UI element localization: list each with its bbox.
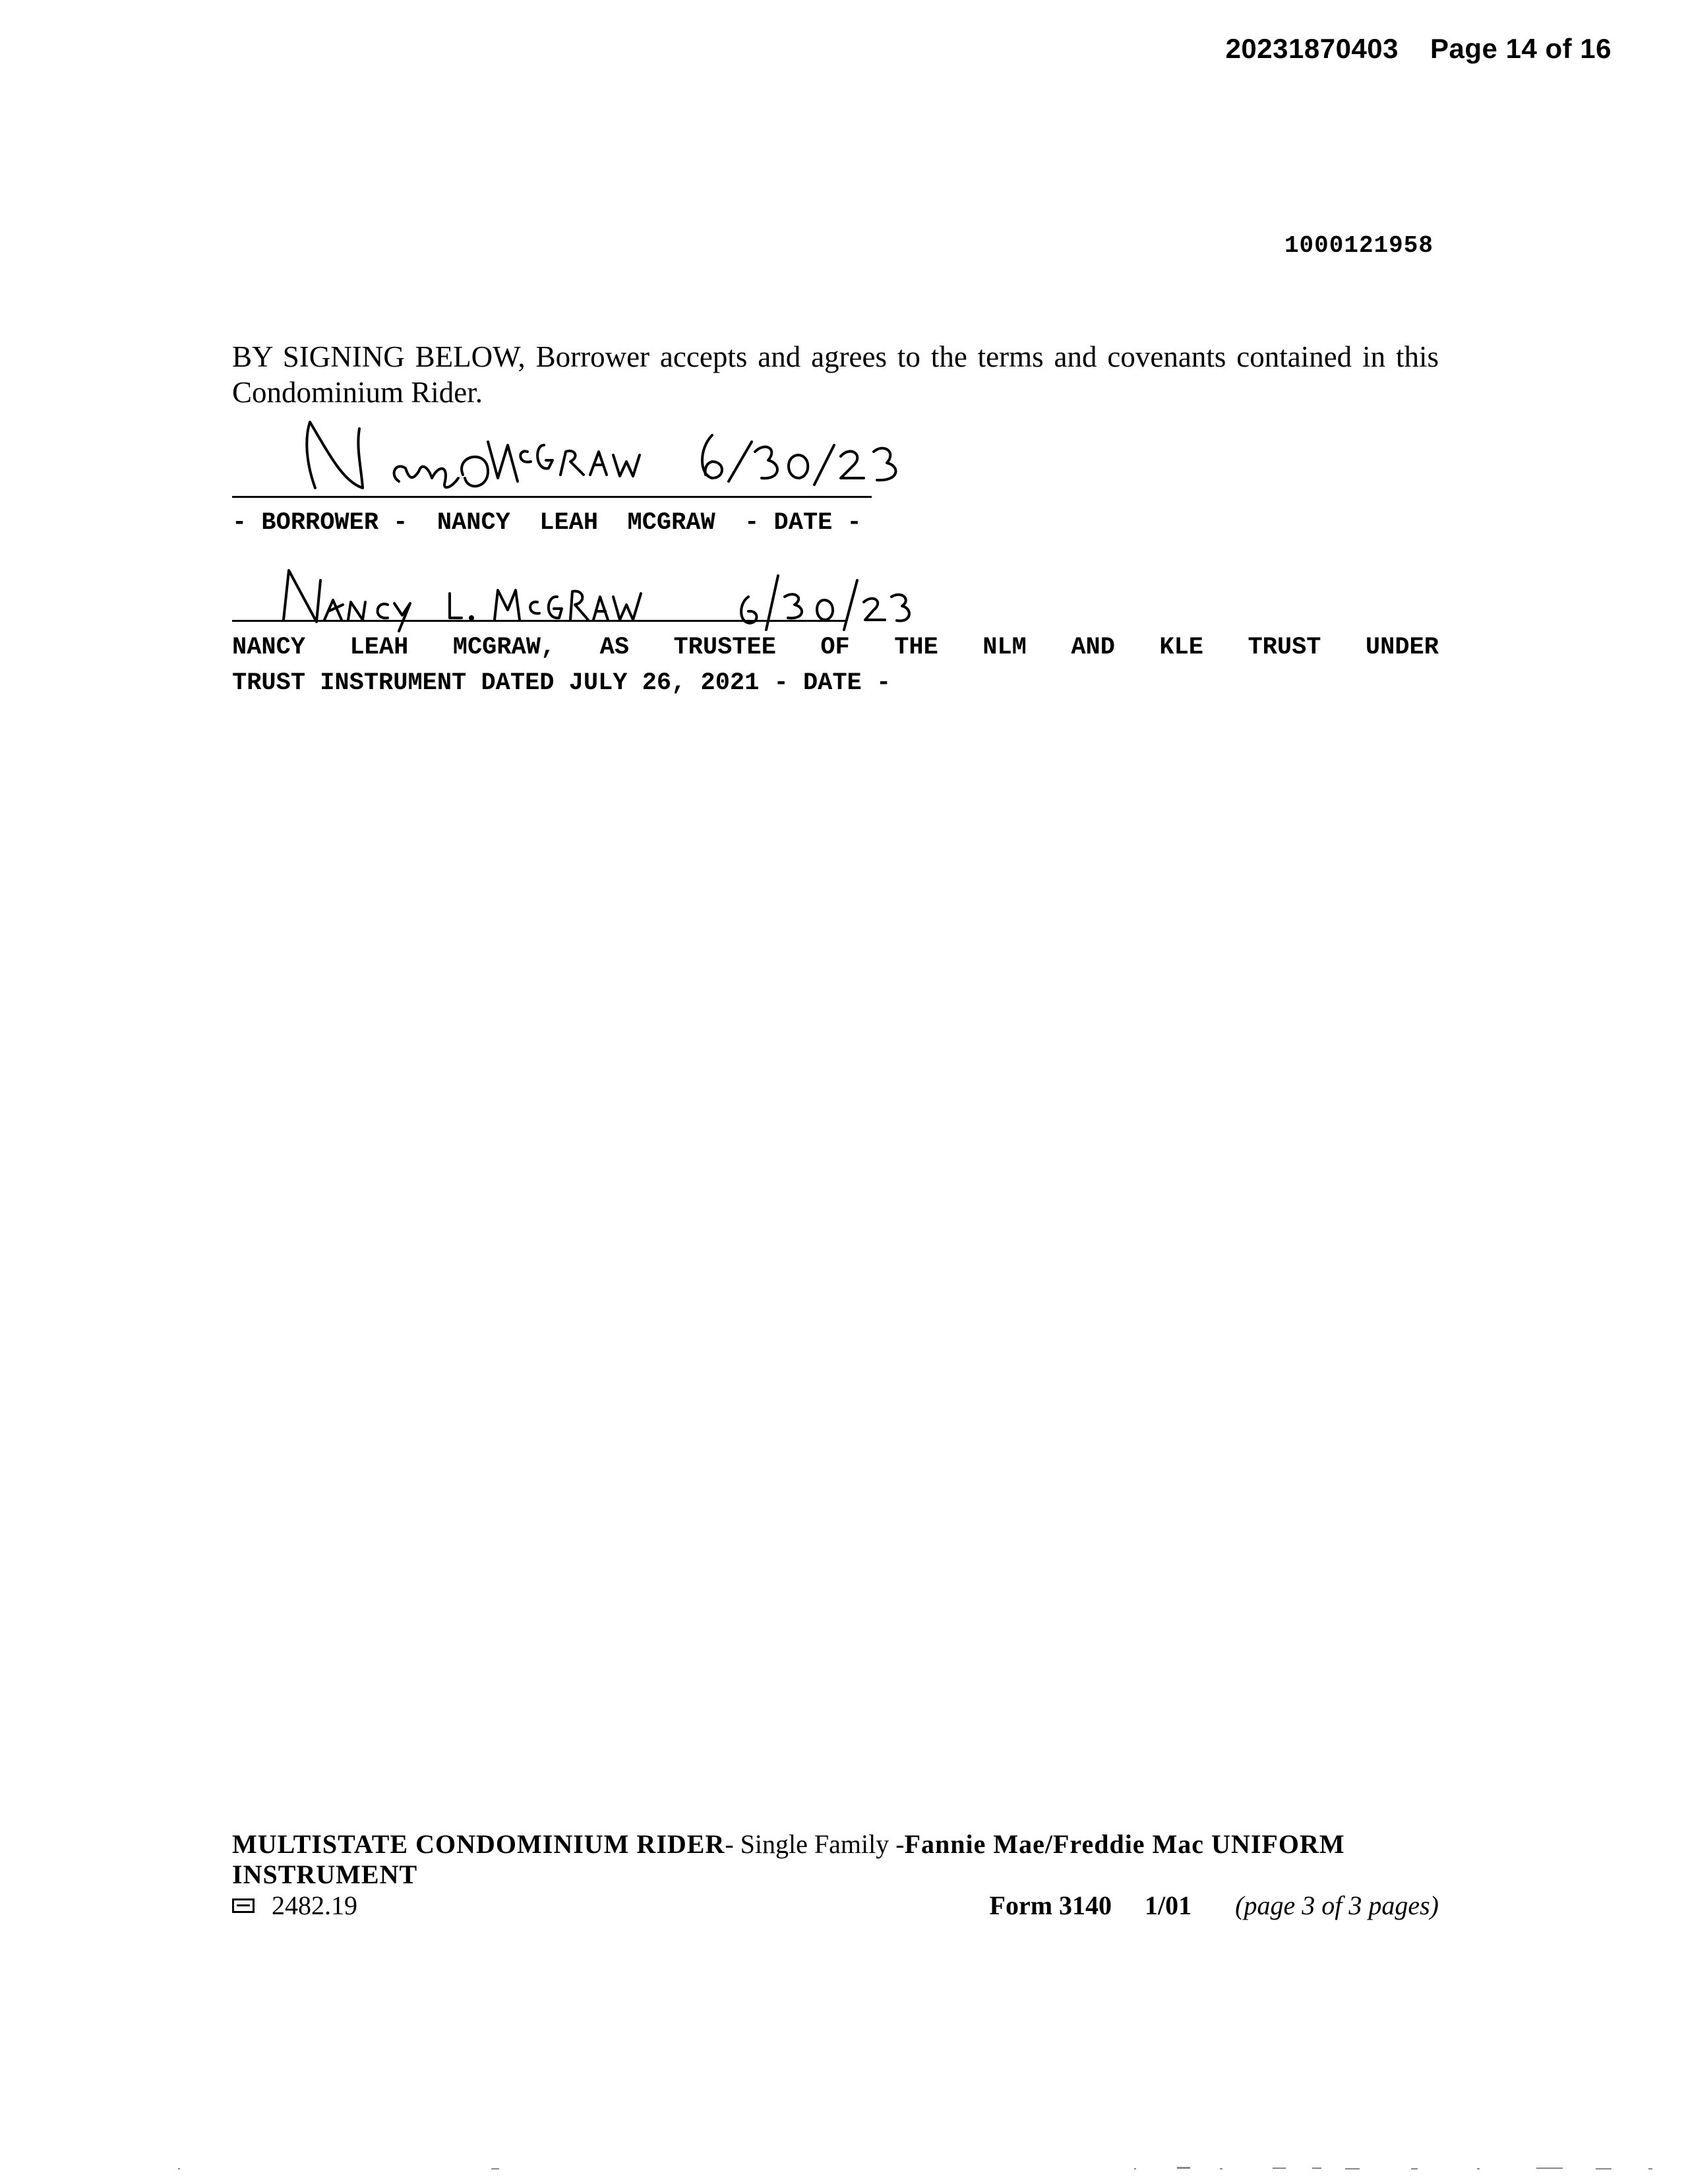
ex-box-icon: [232, 1898, 255, 1913]
form-reference: [990, 1890, 1439, 1921]
scan-artifacts: [0, 2163, 1688, 2176]
form-title: [232, 1829, 1439, 1890]
borrower-signature-line: [232, 496, 872, 498]
borrower-signature: [290, 415, 950, 514]
signing-statement: BY SIGNING BELOW, Borrower accepts and agrees to the terms and covenants contained in this Condominium Rider.: [232, 340, 1439, 409]
borrower-caption: - BORROWER - NANCY LEAH MCGRAW - DATE -: [232, 509, 862, 537]
trustee-signature: [277, 564, 976, 636]
form-code: [232, 1890, 357, 1921]
trustee-signature-line: [232, 620, 845, 622]
form-title-main: MULTISTATE CONDOMINIUM RIDER: [232, 1829, 725, 1859]
trustee-caption-line-1: NANCY LEAH MCGRAW, AS TRUSTEE OF THE NLM AND KLE TRUST UNDER: [232, 634, 1439, 661]
document-header: [1226, 33, 1612, 65]
form-number: Form 3140: [989, 1891, 1112, 1920]
page-indicator: Page 14 of 16: [1430, 33, 1612, 64]
loan-number: 1000121958: [1284, 232, 1433, 259]
form-date: 1/01: [1145, 1891, 1192, 1920]
form-title-agency: Fannie Mae/Freddie Mac UNIFORM INSTRUMENT: [232, 1829, 1345, 1889]
trustee-caption: [232, 630, 1439, 701]
form-title-subtype: - Single Family -: [725, 1829, 905, 1859]
document-id: 20231870403: [1225, 33, 1399, 64]
trustee-caption-line-2: TRUST INSTRUMENT DATED JULY 26, 2021 - DATE -: [232, 669, 891, 697]
form-code-number: 2482.19: [272, 1891, 357, 1920]
page-count: (page 3 of 3 pages): [1235, 1891, 1439, 1920]
